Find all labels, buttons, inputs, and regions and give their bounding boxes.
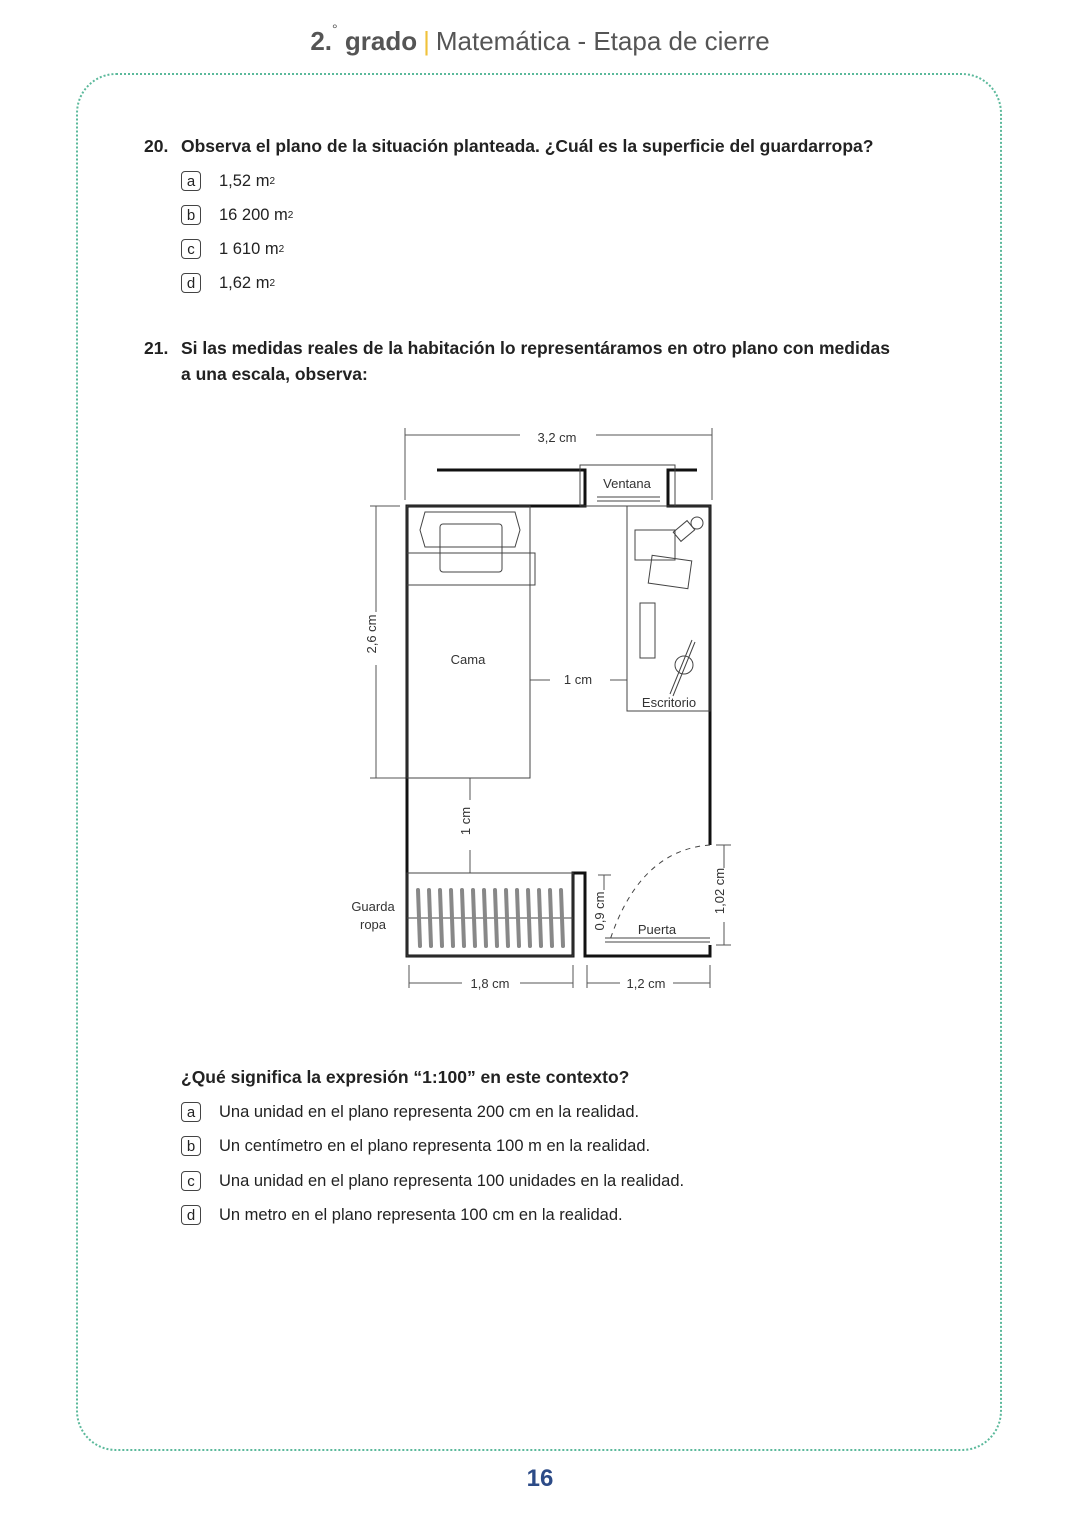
- desk: [627, 506, 710, 711]
- label-gap-vertical: 1 cm: [458, 806, 473, 836]
- option-letter: b: [181, 1136, 201, 1156]
- option-letter: a: [181, 1102, 201, 1122]
- label-door-height: 1,02 cm: [712, 867, 727, 915]
- label-wardrobe-1: Guarda: [351, 899, 395, 914]
- option-21b[interactable]: [181, 1136, 650, 1156]
- header-separator: |: [423, 26, 430, 56]
- option-exponent: 2: [269, 175, 276, 187]
- option-text: Una unidad en el plano representa 100 unidades en la realidad.: [219, 1171, 685, 1190]
- degree-sign: °: [332, 21, 338, 38]
- option-21c[interactable]: [181, 1171, 684, 1191]
- question-21-prompt: ¿Qué significa la expresión “1:100” en este contexto?: [181, 1067, 630, 1087]
- question-number: 21.: [144, 338, 169, 358]
- walls: [407, 470, 710, 956]
- option-letter: a: [181, 171, 201, 191]
- option-text: 1 610 m: [219, 239, 279, 258]
- option-text: Un metro en el plano representa 100 cm en la realidad.: [219, 1205, 623, 1224]
- option-exponent: 2: [269, 277, 276, 289]
- label-wardrobe-2: ropa: [359, 917, 387, 932]
- label-door: Puerta: [637, 922, 677, 937]
- label-desk: Escritorio: [641, 695, 697, 710]
- label-bed: Cama: [450, 652, 486, 667]
- grade-number: 2.: [310, 26, 333, 56]
- page-number: 16: [526, 1465, 554, 1492]
- option-letter: b: [181, 205, 201, 225]
- option-exponent: 2: [278, 243, 285, 255]
- option-text: 16 200 m: [219, 205, 288, 224]
- question-text: Observa el plano de la situación planteada. ¿Cuál es la superficie del guardarropa?: [181, 136, 874, 156]
- option-letter: d: [181, 273, 201, 293]
- furniture: [407, 465, 710, 956]
- option-text: Un centímetro en el plano representa 100 m en la realidad.: [219, 1136, 651, 1155]
- label-height: 2,6 cm: [364, 614, 379, 654]
- option-text: 1,52 m: [219, 171, 270, 190]
- grade-label: grado: [344, 26, 418, 56]
- label-wardrobe-width: 1,8 cm: [470, 976, 510, 991]
- option-letter: d: [181, 1205, 201, 1225]
- question-text: Si las medidas reales de la habitación lo representáramos en otro plano con medidas: [181, 338, 890, 358]
- label-width: 3,2 cm: [537, 430, 577, 445]
- option-21d[interactable]: [181, 1205, 623, 1225]
- label-door-small: 0,9 cm: [592, 891, 607, 931]
- option-text: Una unidad en el plano representa 200 cm en la realidad.: [219, 1102, 640, 1121]
- option-21a[interactable]: [181, 1102, 639, 1122]
- question-number: 20.: [144, 136, 169, 156]
- option-letter: c: [181, 239, 201, 259]
- label-door-width: 1,2 cm: [626, 976, 666, 991]
- option-letter: c: [181, 1171, 201, 1191]
- option-text: 1,62 m: [219, 273, 270, 292]
- option-exponent: 2: [287, 209, 294, 221]
- header-subject: Matemática - Etapa de cierre: [435, 26, 770, 56]
- question-text-cont: a una escala, observa:: [181, 364, 368, 384]
- label-gap-horizontal: 1 cm: [563, 672, 593, 687]
- label-window: Ventana: [603, 476, 651, 491]
